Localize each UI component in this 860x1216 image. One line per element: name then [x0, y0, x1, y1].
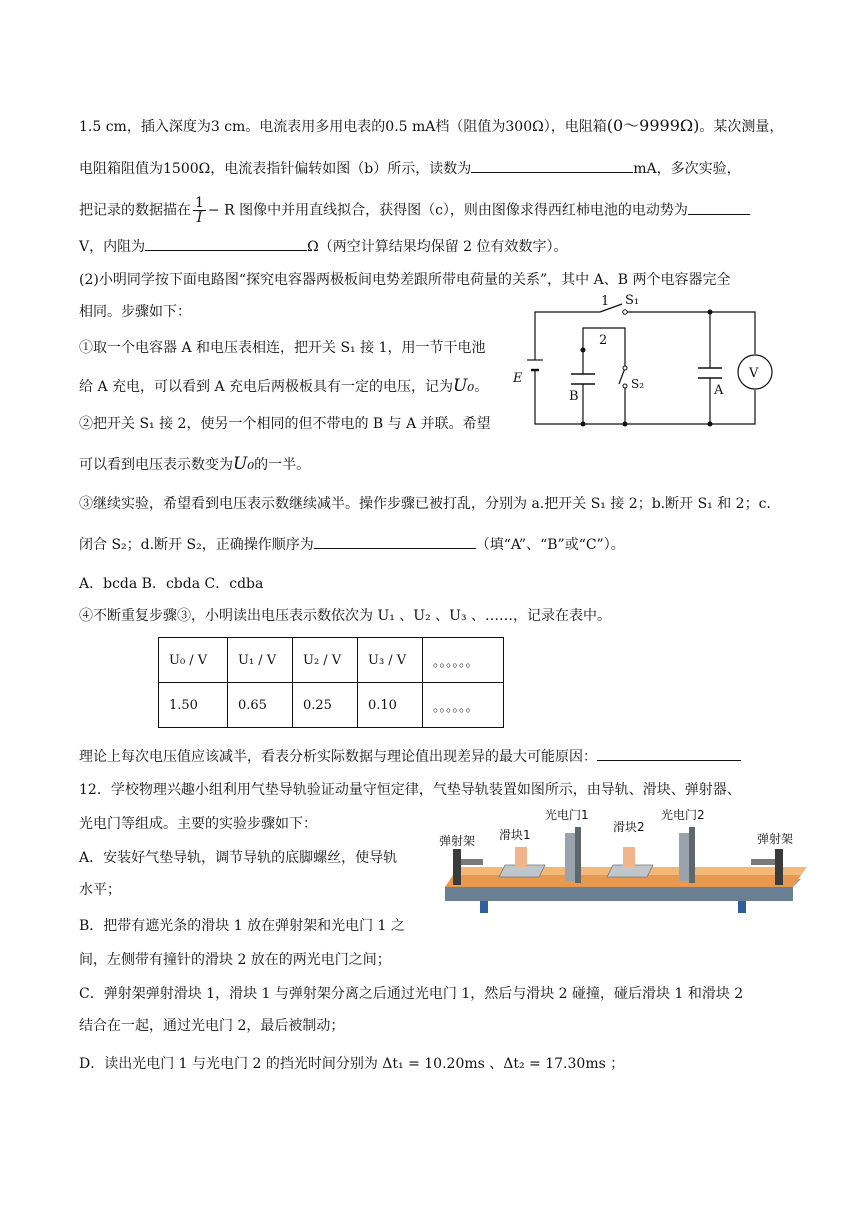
switch-contact — [623, 366, 627, 370]
symbol-u0: U₀ — [453, 376, 475, 396]
circuit-diagram — [505, 290, 790, 435]
base-rail — [445, 887, 793, 901]
text-segment: （填“A”、“B”或“C”）。 — [475, 537, 625, 553]
text-line-12 — [79, 534, 625, 555]
table-header-cell: U₁ / V — [228, 638, 293, 683]
text-segment: 给 A 充电，可以看到 A 充电后两极板具有一定的电压，记为 — [79, 379, 454, 395]
slider-1-flag — [515, 847, 527, 867]
text-line-23: 结合在一起，通过光电门 2，最后被制动； — [79, 1018, 345, 1034]
track-foot — [480, 899, 488, 913]
photogate-1 — [565, 833, 575, 881]
label-gate-1: 光电门1 — [545, 808, 589, 822]
text-segment: 可以看到电压表示数变为 — [79, 457, 233, 473]
text-segment: mA，多次实验， — [633, 161, 741, 177]
text-segment: 把记录的数据描在 — [79, 202, 191, 219]
photogate-1-side — [575, 827, 581, 883]
left-launcher-post — [453, 849, 461, 885]
table-header-cell: 。。。。。。 — [423, 638, 504, 683]
junction-dot — [581, 422, 586, 427]
text-segment: 。某次测量， — [699, 119, 784, 135]
voltage-table — [158, 637, 504, 728]
text-line-15 — [79, 746, 741, 767]
text-line-1 — [79, 116, 783, 137]
table-header-cell: U₀ / V — [159, 638, 228, 683]
fraction — [193, 196, 206, 225]
text-segment: 。 — [474, 379, 489, 395]
text-line-19: 水平； — [79, 882, 121, 898]
text-segment: Ω（两空计算结果均保留 2 位有效数字）。 — [307, 239, 568, 255]
text-segment: 的一半。 — [254, 457, 311, 473]
photogate-2 — [679, 833, 689, 881]
table-header-cell: U₃ / V — [358, 638, 423, 683]
table-cell: 1.50 — [159, 683, 228, 728]
text-line-4 — [79, 236, 568, 257]
table-cell: 。。。。。。 — [423, 683, 504, 728]
text-segment: 电阻箱阻值为1500Ω，电流表指针偏转如图（b）所示，读数为 — [79, 161, 472, 177]
right-launcher-arm — [751, 859, 775, 865]
text-line-22: C．弹射架弹射滑块 1，滑块 1 与弹射架分离之后通过光电门 1，然后与滑块 2 碰撞，碰后滑块 1 和滑块 2 — [79, 986, 744, 1002]
label-e: E — [513, 371, 523, 386]
table-cell: 0.10 — [358, 683, 423, 728]
text-line-24: D．读出光电门 1 与光电门 2 的挡光时间分别为 Δt₁ = 10.20ms 、Δt₂ = 17.30ms ； — [79, 1056, 625, 1072]
table-cell: 0.25 — [293, 683, 358, 728]
text-line-17: 光电门等组成。主要的实验步骤如下： — [79, 816, 317, 832]
symbol-u0: U₀ — [233, 454, 255, 474]
junction-dot — [708, 422, 713, 427]
junction-dot — [623, 422, 628, 427]
text-line-21: 间，左侧带有撞针的滑块 2 放在的两光电门之间； — [79, 952, 391, 968]
right-launcher-post — [775, 849, 783, 885]
label-left-launcher: 弹射架 — [439, 834, 476, 848]
label-b: B — [569, 389, 579, 404]
fraction-denominator: I — [196, 210, 203, 226]
text-line-14: ④不断重复步骤③，小明读出电压表示数依次为 U₁ 、U₂ 、U₃ 、……，记录在表中。 — [79, 608, 612, 624]
text-segment: − R 图像中并用直线拟合，获得图（c），则由图像求得西红柿电池的电动势为 — [207, 202, 688, 219]
text-line-2 — [79, 158, 741, 179]
text-line-8 — [79, 376, 488, 397]
answer-blank[interactable] — [145, 236, 307, 251]
label-slider-1: 滑块1 — [499, 828, 531, 842]
switch-contact — [623, 384, 627, 388]
label-v: V — [749, 366, 759, 381]
label-pos1: 1 — [601, 294, 610, 309]
table-cell: 0.65 — [228, 683, 293, 728]
junction-dot — [581, 348, 586, 353]
answer-blank[interactable] — [688, 200, 750, 215]
text-segment: V，内阻为 — [79, 239, 146, 255]
text-line-18: A．安装好气垫导轨，调节导轨的底脚螺丝，使导轨 — [79, 850, 398, 866]
text-line-10 — [79, 454, 310, 475]
track-foot — [738, 899, 746, 913]
table-row — [159, 683, 504, 728]
text-line-16: 12．学校物理兴趣小组利用气垫导轨验证动量守恒定律，气垫导轨装置如图所示，由导轨、滑块、弹射器、 — [79, 782, 741, 798]
text-line-11: ③继续实验，希望看到电压表示数继续减半。操作步骤已被打乱，分别为 a.把开关 S₁ 接 2；b.断开 S₁ 和 2；c. — [79, 496, 771, 512]
label-slider-2: 滑块2 — [613, 820, 645, 834]
air-track-apparatus — [435, 803, 810, 918]
label-pos2: 2 — [599, 333, 608, 348]
junction-dot — [708, 310, 713, 315]
text-line-7: ①取一个电容器 A 和电压表相连，把开关 S₁ 接 1，用一节干电池 — [79, 340, 486, 356]
text-segment: 理论上每次电压值应该减半，看表分析实际数据与理论值出现差异的最大可能原因： — [79, 749, 597, 765]
text-line-5: (2)小明同学按下面电路图“探究电容器两极板间电势差跟所带电荷量的关系”，其中 A、B 两个电容器完全 — [79, 272, 731, 288]
text-line-20: B．把带有遮光条的滑块 1 放在弹射架和光电门 1 之 — [79, 918, 405, 934]
text-line-13: A．bcda B．cbda C．cdba — [79, 576, 264, 592]
text-line-3 — [79, 196, 750, 225]
text-line-9: ②把开关 S₁ 接 2，使另一个相同的但不带电的 B 与 A 并联。希望 — [79, 416, 491, 432]
fraction-numerator: 1 — [195, 195, 204, 211]
answer-blank[interactable] — [597, 746, 741, 761]
label-s2: S₂ — [631, 377, 645, 391]
text-segment: 闭合 S₂；d.断开 S₂，正确操作顺序为 — [79, 537, 314, 553]
text-line-6: 相同。步骤如下： — [79, 304, 191, 320]
answer-blank[interactable] — [314, 534, 476, 549]
label-s1: S₁ — [625, 293, 640, 308]
left-launcher-arm — [461, 859, 483, 865]
text-segment: 1.5 cm，插入深度为3 cm。电流表用多用电表的0.5 mA档（阻值为300Ω），电阻箱 — [79, 119, 607, 135]
text-segment: (0～9999Ω) — [606, 116, 700, 135]
label-right-launcher: 弹射架 — [757, 832, 794, 846]
slider-2-flag — [623, 847, 635, 867]
label-gate-2: 光电门2 — [661, 808, 705, 822]
switch-contact — [623, 310, 627, 314]
label-a: A — [714, 383, 724, 398]
photogate-2-side — [689, 827, 695, 883]
answer-blank[interactable] — [471, 158, 633, 173]
table-header-row — [159, 638, 504, 683]
table-header-cell: U₂ / V — [293, 638, 358, 683]
